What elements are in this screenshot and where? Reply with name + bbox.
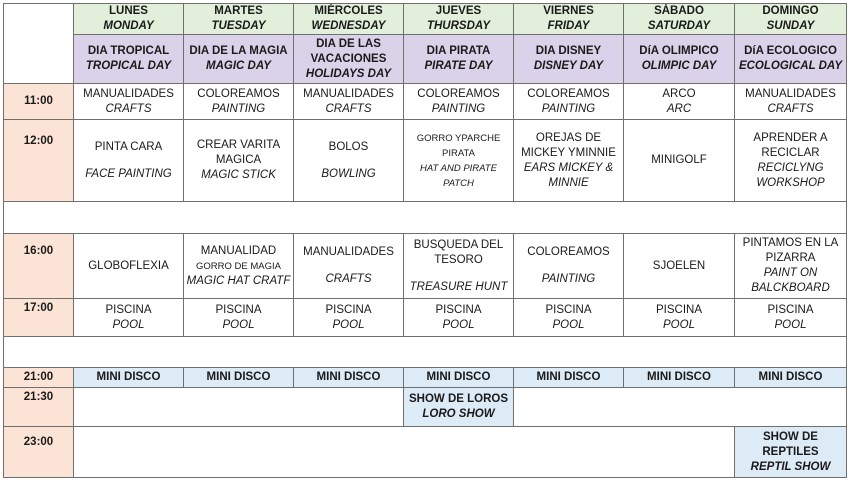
mini-disco-cell: MINI DISCO xyxy=(735,368,847,388)
activity-cell: PISCINA POOL xyxy=(514,299,624,337)
activity-cell: APRENDER A RECICLAR RECICLYNG WORKSHOP xyxy=(735,120,847,202)
row-2130 xyxy=(4,388,847,427)
theme-cell: DIA DISNEY DISNEY DAY xyxy=(514,35,624,84)
mini-disco-cell: MINI DISCO xyxy=(184,368,294,388)
activity-cell: GORRO YPARCHE PIRATA HAT AND PIRATE PATCH xyxy=(404,120,514,202)
theme-row xyxy=(4,35,847,84)
day-header: LUNES MONDAY xyxy=(74,4,184,35)
activity-cell: MANUALIDADES CRAFTS xyxy=(735,84,847,120)
break-cell xyxy=(4,202,847,234)
activity-cell: PISCINA POOL xyxy=(624,299,735,337)
activity-cell: MINIGOLF xyxy=(624,120,735,202)
time-label: 16:00 xyxy=(4,234,74,299)
activity-cell: GLOBOFLEXIA xyxy=(74,234,184,299)
day-header: DOMINGO SUNDAY xyxy=(735,4,847,35)
theme-cell: DíA ECOLOGICO ECOLOGICAL DAY xyxy=(735,35,847,84)
activity-cell: COLOREAMOS PAINTING xyxy=(514,84,624,120)
activity-cell: BUSQUEDA DEL TESORO TREASURE HUNT xyxy=(404,234,514,299)
row-1600 xyxy=(4,234,847,299)
activity-cell: COLOREAMOS PAINTING xyxy=(404,84,514,120)
empty-cell xyxy=(514,388,847,427)
time-label: 17:00 xyxy=(4,299,74,337)
time-label: 11:00 xyxy=(4,84,74,120)
empty-cell xyxy=(74,427,735,478)
theme-cell: DIA TROPICAL TROPICAL DAY xyxy=(74,35,184,84)
day-header-row xyxy=(4,4,847,35)
day-header: MARTES TUESDAY xyxy=(184,4,294,35)
mini-disco-cell: MINI DISCO xyxy=(624,368,735,388)
activity-cell: MANUALIDAD GORRO DE MAGIA MAGIC HAT CRATF xyxy=(184,234,294,299)
activity-cell: MANUALIDADES CRAFTS xyxy=(74,84,184,120)
activity-cell: PISCINA POOL xyxy=(294,299,404,337)
activity-cell: PISCINA POOL xyxy=(735,299,847,337)
theme-cell: DIA PIRATA PIRATE DAY xyxy=(404,35,514,84)
activity-cell: SJOELEN xyxy=(624,234,735,299)
day-header: JUEVES THURSDAY xyxy=(404,4,514,35)
activity-cell: ARCO ARC xyxy=(624,84,735,120)
corner-cell xyxy=(4,4,74,84)
activity-cell: PISCINA POOL xyxy=(184,299,294,337)
row-1200 xyxy=(4,120,847,202)
activity-cell: PISCINA POOL xyxy=(404,299,514,337)
time-label: 23:00 xyxy=(4,427,74,478)
schedule-table xyxy=(3,3,847,478)
empty-cell xyxy=(74,388,404,427)
activity-cell: OREJAS DE MICKEY YMINNIE EARS MICKEY & MINNIE xyxy=(514,120,624,202)
day-header: SÁBADO SATURDAY xyxy=(624,4,735,35)
theme-cell: DIA DE LA MAGIA MAGIC DAY xyxy=(184,35,294,84)
mini-disco-cell: MINI DISCO xyxy=(294,368,404,388)
activity-cell: COLOREAMOS PAINTING xyxy=(184,84,294,120)
mini-disco-cell: MINI DISCO xyxy=(404,368,514,388)
show-cell: SHOW DE REPTILES REPTIL SHOW xyxy=(735,427,847,478)
activity-cell: PISCINA POOL xyxy=(74,299,184,337)
row-1100 xyxy=(4,84,847,120)
mini-disco-cell: MINI DISCO xyxy=(514,368,624,388)
theme-cell: DIA DE LAS VACACIONES HOLIDAYS DAY xyxy=(294,35,404,84)
break-row xyxy=(4,202,847,234)
day-header: MIÉRCOLES WEDNESDAY xyxy=(294,4,404,35)
show-cell: SHOW DE LOROS LORO SHOW xyxy=(404,388,514,427)
activity-cell: PINTA CARA FACE PAINTING xyxy=(74,120,184,202)
activity-cell: MANUALIDADES CRAFTS xyxy=(294,234,404,299)
row-1700 xyxy=(4,299,847,337)
row-2300 xyxy=(4,427,847,478)
time-label: 21:30 xyxy=(4,388,74,427)
day-header: VIERNES FRIDAY xyxy=(514,4,624,35)
activity-cell: MANUALIDADES CRAFTS xyxy=(294,84,404,120)
activity-cell: BOLOS BOWLING xyxy=(294,120,404,202)
activity-cell: CREAR VARITA MAGICA MAGIC STICK xyxy=(184,120,294,202)
activity-cell: PINTAMOS EN LA PIZARRA PAINT ON BALCKBOARD xyxy=(735,234,847,299)
row-2100 xyxy=(4,368,847,388)
break-cell xyxy=(4,337,847,368)
activity-cell: COLOREAMOS PAINTING xyxy=(514,234,624,299)
theme-cell: DíA OLIMPICO OLIMPIC DAY xyxy=(624,35,735,84)
time-label: 21:00 xyxy=(4,368,74,388)
break-row xyxy=(4,337,847,368)
time-label: 12:00 xyxy=(4,120,74,202)
mini-disco-cell: MINI DISCO xyxy=(74,368,184,388)
